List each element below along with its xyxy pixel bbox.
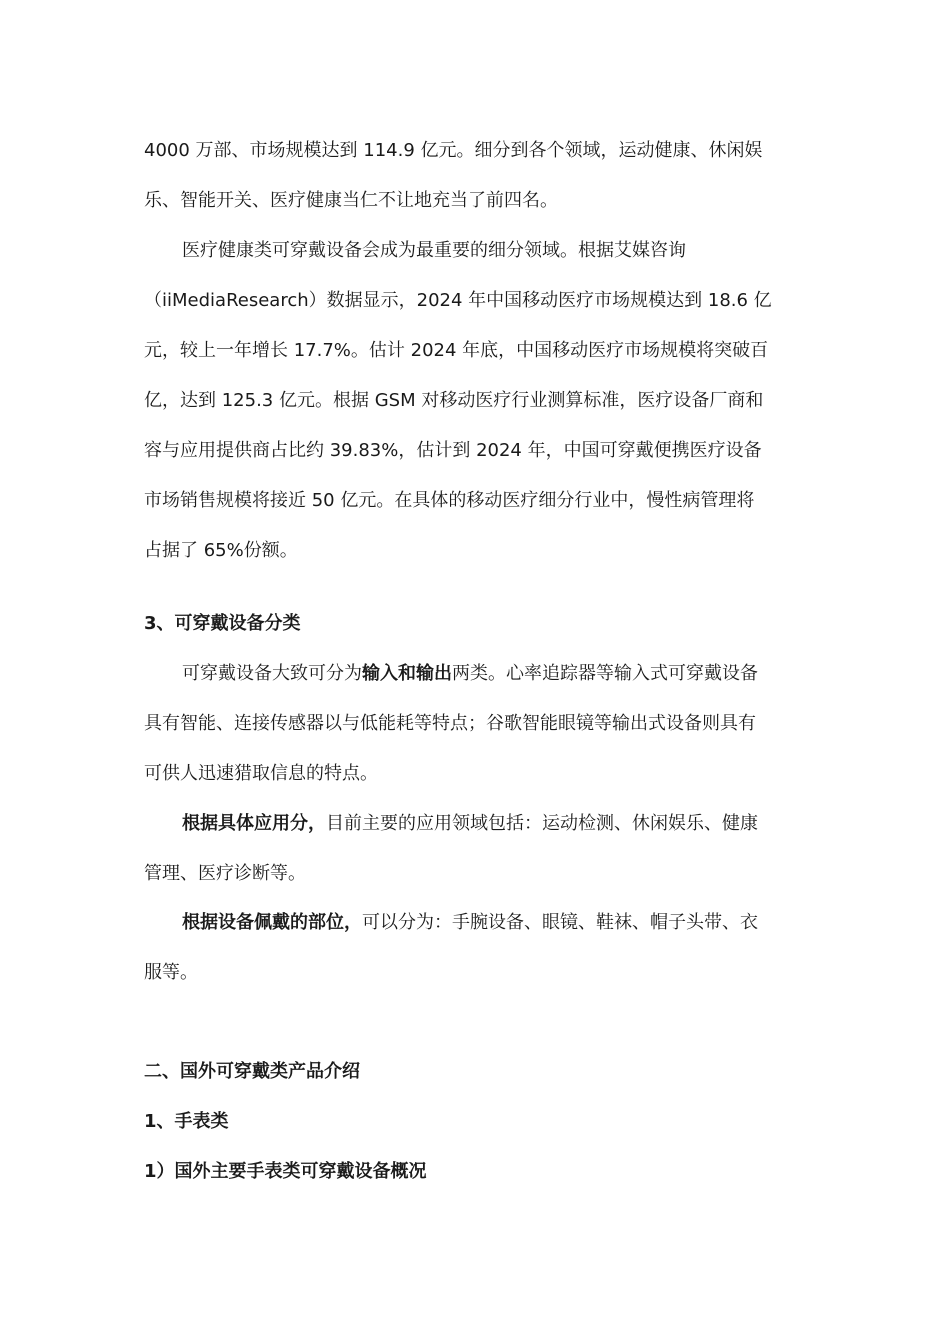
section-heading: 3、可穿戴设备分类 bbox=[144, 613, 301, 634]
paragraph-line: 管理、医疗诊断等。 bbox=[144, 863, 306, 884]
bold-text-run: 根据设备佩戴的部位， bbox=[182, 912, 362, 933]
subsection-heading: 1）国外主要手表类可穿戴设备概况 bbox=[144, 1161, 427, 1182]
text-run: 可以分为：手腕设备、眼镜、鞋袜、帽子头带、衣 bbox=[362, 912, 758, 933]
paragraph-line bbox=[182, 662, 758, 686]
paragraph-line: 占据了 65%份额。 bbox=[144, 540, 298, 561]
text-run: 两类。心率追踪器等输入式可穿戴设备 bbox=[452, 663, 758, 684]
paragraph-line: 乐、智能开关、医疗健康当仁不让地充当了前四名。 bbox=[144, 190, 558, 211]
paragraph-line: 4000 万部、市场规模达到 114.9 亿元。细分到各个领域，运动健康、休闲娱 bbox=[144, 140, 763, 161]
paragraph-line: 服等。 bbox=[144, 962, 198, 983]
paragraph-line bbox=[182, 911, 758, 935]
bold-text-run: 根据具体应用分， bbox=[182, 813, 326, 834]
paragraph-line: 元，较上一年增长 17.7%。估计 2024 年底，中国移动医疗市场规模将突破百 bbox=[144, 340, 769, 361]
paragraph-line: 具有智能、连接传感器以与低能耗等特点；谷歌智能眼镜等输出式设备则具有 bbox=[144, 713, 756, 734]
paragraph-line: 医疗健康类可穿戴设备会成为最重要的细分领域。根据艾媒咨询 bbox=[182, 240, 686, 261]
chapter-heading: 二、国外可穿戴类产品介绍 bbox=[144, 1061, 360, 1082]
paragraph-line: 容与应用提供商占比约 39.83%，估计到 2024 年，中国可穿戴便携医疗设备 bbox=[144, 440, 762, 461]
paragraph-line: 市场销售规模将接近 50 亿元。在具体的移动医疗细分行业中，慢性病管理将 bbox=[144, 490, 755, 511]
text-run: 目前主要的应用领域包括：运动检测、休闲娱乐、健康 bbox=[326, 813, 758, 834]
paragraph-line bbox=[182, 812, 758, 836]
bold-text-run: 输入和输出 bbox=[362, 663, 452, 684]
section-heading: 1、手表类 bbox=[144, 1111, 229, 1132]
text-run: 可穿戴设备大致可分为 bbox=[182, 663, 362, 684]
paragraph-line: （iiMediaResearch）数据显示，2024 年中国移动医疗市场规模达到 18.6 亿 bbox=[144, 290, 772, 311]
paragraph-line: 亿，达到 125.3 亿元。根据 GSM 对移动医疗行业测算标准，医疗设备厂商和 bbox=[144, 390, 764, 411]
paragraph-line: 可供人迅速猎取信息的特点。 bbox=[144, 763, 378, 784]
